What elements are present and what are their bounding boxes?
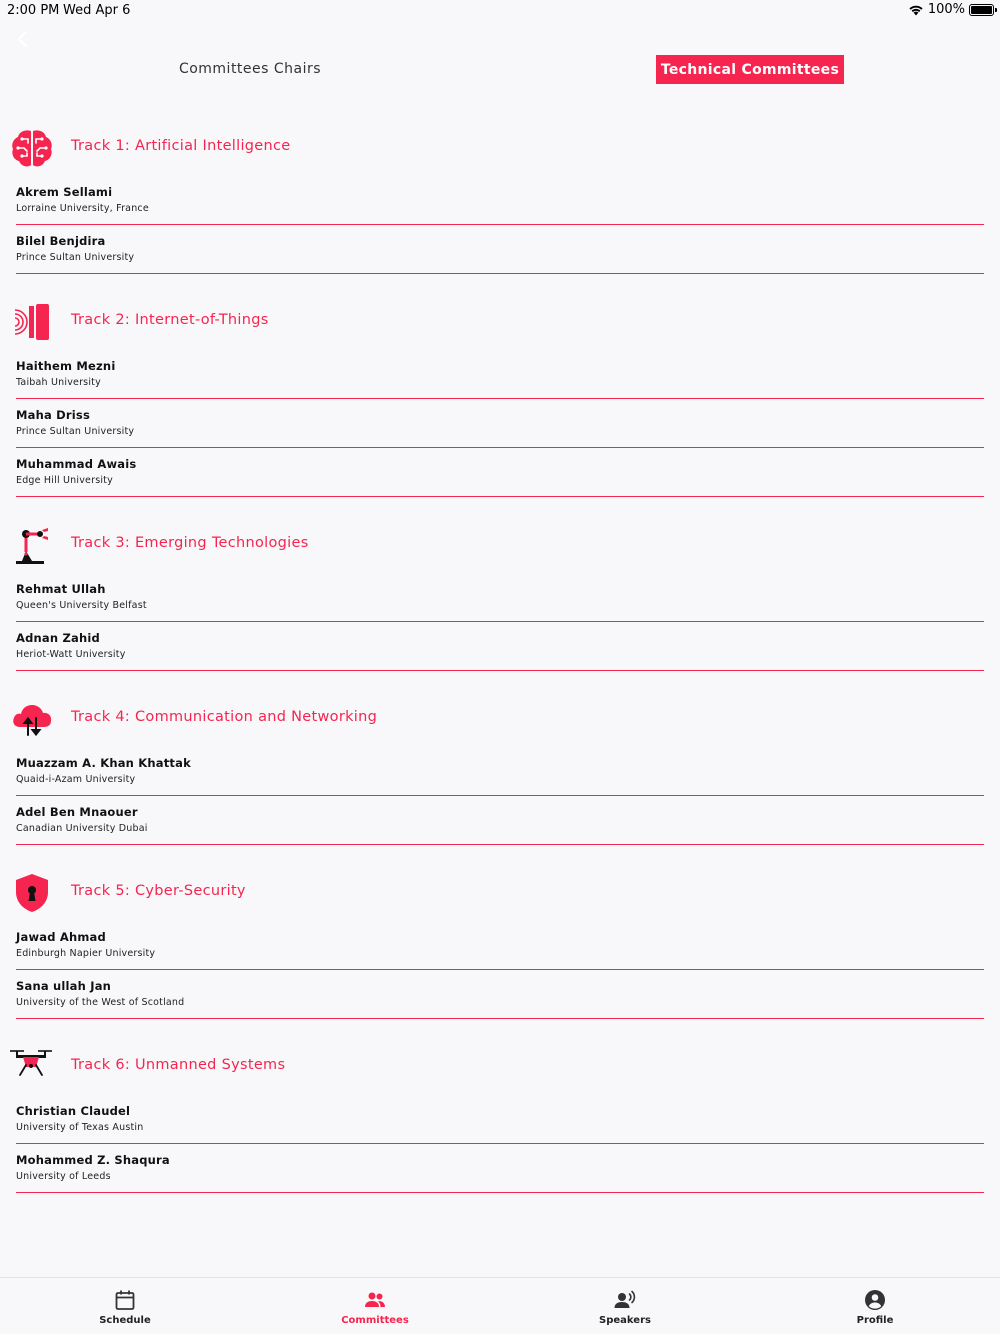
tab-schedule-label: Schedule — [99, 1315, 151, 1326]
track-header — [0, 865, 1000, 921]
member-name: Rehmat Ullah — [16, 582, 106, 596]
drone-icon — [6, 1045, 56, 1089]
tab-profile-label: Profile — [856, 1315, 894, 1326]
member-row[interactable] — [16, 448, 984, 497]
track-header — [0, 691, 1000, 747]
member-name: Muazzam A. Khan Khattak — [16, 756, 191, 770]
member-name: Muhammad Awais — [16, 457, 137, 471]
back-button[interactable] — [12, 28, 34, 50]
tab-speakers[interactable] — [500, 1278, 750, 1334]
track-header — [0, 1039, 1000, 1095]
track-title: Track 5: Cyber-Security — [71, 883, 246, 899]
tab-committees[interactable] — [250, 1278, 500, 1334]
status-time: 2:00 PM — [7, 3, 60, 18]
track-section — [0, 294, 1000, 497]
member-affiliation: University of Texas Austin — [16, 1122, 144, 1133]
iot-signal-icon — [10, 300, 54, 344]
member-row[interactable] — [16, 796, 984, 845]
chevron-left-icon — [12, 28, 34, 50]
wifi-icon — [908, 4, 924, 16]
member-name: Jawad Ahmad — [16, 930, 106, 944]
member-row[interactable] — [16, 399, 984, 448]
member-row[interactable] — [16, 225, 984, 274]
battery-icon — [969, 4, 994, 16]
track-section — [0, 865, 1000, 1019]
member-row[interactable] — [16, 622, 984, 671]
member-name: Bilel Benjdira — [16, 234, 106, 248]
member-row[interactable] — [16, 350, 984, 399]
member-affiliation: Edge Hill University — [16, 475, 113, 486]
member-row[interactable] — [16, 970, 984, 1019]
member-affiliation: Edinburgh Napier University — [16, 948, 156, 959]
track-section — [0, 517, 1000, 671]
calendar-icon — [113, 1288, 137, 1312]
track-header — [0, 517, 1000, 573]
tab-committees-label: Committees — [341, 1315, 409, 1326]
track-title: Track 4: Communication and Networking — [71, 709, 378, 725]
track-section — [0, 691, 1000, 845]
tab-technical-committees[interactable]: Technical Committees — [656, 55, 844, 84]
tab-schedule[interactable] — [0, 1278, 250, 1334]
track-section — [0, 120, 1000, 274]
track-header — [0, 120, 1000, 176]
member-row[interactable] — [16, 747, 984, 796]
member-row[interactable] — [16, 1144, 984, 1193]
member-name: Haithem Mezni — [16, 359, 116, 373]
speaker-icon — [613, 1288, 637, 1312]
member-affiliation: Lorraine University, France — [16, 203, 149, 214]
member-affiliation: University of Leeds — [16, 1171, 111, 1182]
people-icon — [363, 1288, 387, 1312]
member-affiliation: Canadian University Dubai — [16, 823, 148, 834]
member-name: Adel Ben Mnaouer — [16, 805, 138, 819]
track-title: Track 3: Emerging Technologies — [71, 535, 309, 551]
status-bar — [0, 0, 1000, 22]
bottom-tab-bar — [0, 1277, 1000, 1334]
member-row[interactable] — [16, 1095, 984, 1144]
tab-committees-chairs[interactable]: Committees Chairs — [178, 61, 322, 77]
member-name: Akrem Sellami — [16, 185, 113, 199]
member-affiliation: Taibah University — [16, 377, 101, 388]
track-section — [0, 1039, 1000, 1193]
status-right — [908, 2, 994, 17]
brain-icon — [10, 126, 54, 170]
status-date: Wed Apr 6 — [63, 3, 131, 18]
member-affiliation: Prince Sultan University — [16, 252, 135, 263]
shield-lock-icon — [10, 871, 54, 915]
committees-list — [0, 120, 1000, 1213]
member-affiliation: Heriot-Watt University — [16, 649, 126, 660]
member-affiliation: University of the West of Scotland — [16, 997, 185, 1008]
track-title: Track 2: Internet-of-Things — [71, 312, 269, 328]
track-title: Track 1: Artificial Intelligence — [71, 138, 291, 154]
member-name: Adnan Zahid — [16, 631, 100, 645]
tab-profile[interactable] — [750, 1278, 1000, 1334]
member-name: Mohammed Z. Shaqura — [16, 1153, 170, 1167]
member-row[interactable] — [16, 573, 984, 622]
member-affiliation: Quaid-i-Azam University — [16, 774, 136, 785]
battery-percent: 100% — [927, 2, 965, 17]
member-affiliation: Prince Sultan University — [16, 426, 135, 437]
member-name: Christian Claudel — [16, 1104, 131, 1118]
member-affiliation: Queen's University Belfast — [16, 600, 147, 611]
member-row[interactable] — [16, 176, 984, 225]
member-name: Sana ullah Jan — [16, 979, 112, 993]
track-header — [0, 294, 1000, 350]
cloud-transfer-icon — [10, 697, 54, 741]
track-title: Track 6: Unmanned Systems — [71, 1057, 286, 1073]
member-name: Maha Driss — [16, 408, 91, 422]
robot-arm-icon — [10, 523, 54, 567]
member-row[interactable] — [16, 921, 984, 970]
tab-speakers-label: Speakers — [599, 1315, 651, 1326]
user-circle-icon — [863, 1288, 887, 1312]
